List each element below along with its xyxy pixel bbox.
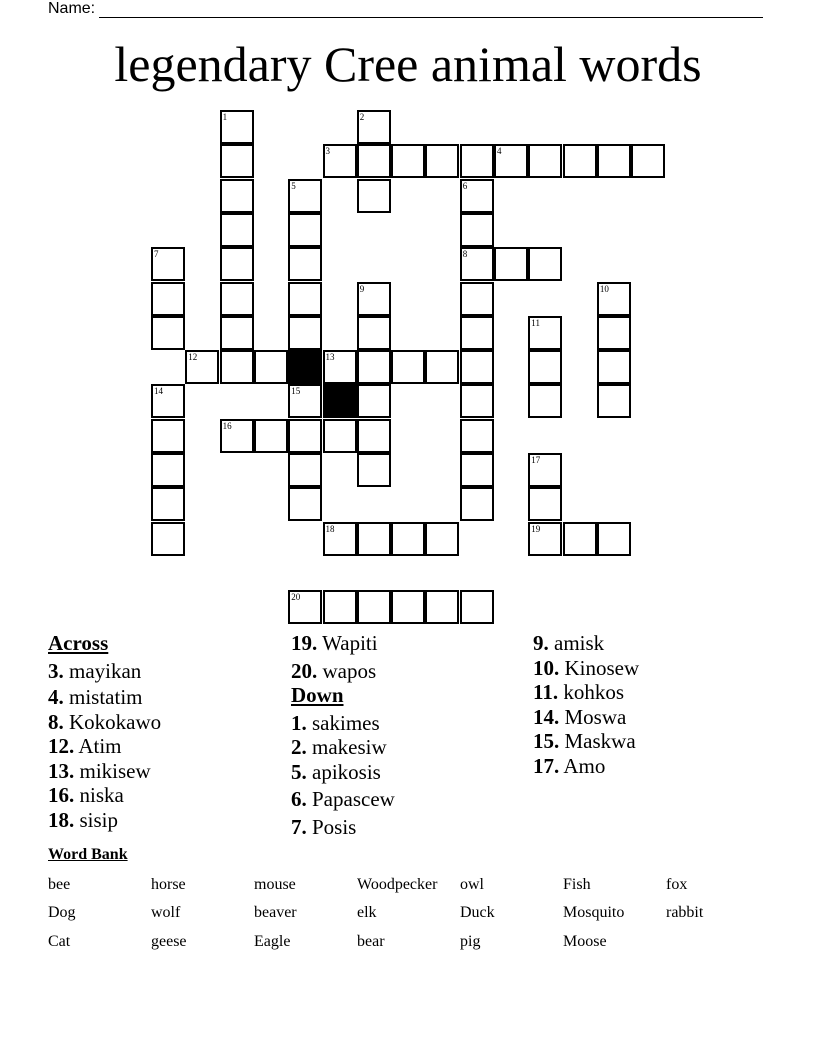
answer-cell[interactable] xyxy=(528,384,562,418)
answer-cell[interactable] xyxy=(288,590,322,624)
word-bank-item: mouse xyxy=(254,876,296,893)
answer-cell[interactable] xyxy=(357,522,391,556)
clue-across-3: 3. mayikan xyxy=(48,658,142,683)
cell-number: 5 xyxy=(291,180,296,191)
clue-down-7: 7. Posis xyxy=(291,814,357,839)
word-bank-item: pig xyxy=(460,933,481,950)
answer-cell[interactable] xyxy=(288,453,322,487)
black-square xyxy=(288,350,322,384)
word-bank-item: Mosquito xyxy=(563,904,625,921)
clue-column-3 xyxy=(533,631,639,778)
word-bank-item: Woodpecker xyxy=(357,876,438,893)
clue-across-18: 18. sisip xyxy=(48,807,119,832)
word-bank-item: Dog xyxy=(48,904,76,921)
answer-cell[interactable] xyxy=(391,522,425,556)
word-bank-item: Cat xyxy=(48,933,71,950)
cell-number: 4 xyxy=(497,146,502,157)
word-bank-item: Fish xyxy=(563,876,591,893)
clue-down-11: 11. kohkos xyxy=(533,680,625,704)
clue-across-12: 12. Atim xyxy=(48,734,122,758)
word-bank-item: fox xyxy=(666,876,688,893)
answer-cell[interactable] xyxy=(528,316,562,350)
word-bank-title: Word Bank xyxy=(48,846,128,863)
word-bank-item: beaver xyxy=(254,904,297,921)
answer-cell[interactable] xyxy=(151,247,185,281)
cell-number: 17 xyxy=(531,455,541,465)
answer-cell[interactable] xyxy=(460,350,494,384)
answer-cell[interactable] xyxy=(391,144,425,178)
answer-cell[interactable] xyxy=(460,282,494,316)
cell-number: 20 xyxy=(291,592,301,603)
cell-number: 11 xyxy=(531,317,540,328)
cell-number: 7 xyxy=(154,249,159,260)
answer-cell[interactable] xyxy=(288,179,322,213)
answer-cell[interactable] xyxy=(528,247,562,281)
answer-cell[interactable] xyxy=(357,384,391,418)
answer-cell[interactable] xyxy=(357,419,391,453)
clue-down-9: 9. amisk xyxy=(533,631,605,655)
answer-cell[interactable] xyxy=(494,144,528,178)
clue-down-10: 10. Kinosew xyxy=(533,655,640,680)
cell-number: 13 xyxy=(325,352,335,363)
answer-cell[interactable] xyxy=(460,590,494,624)
answer-cell[interactable] xyxy=(460,419,494,453)
answer-cell[interactable] xyxy=(288,247,322,281)
answer-cell[interactable] xyxy=(220,282,254,316)
answer-cell[interactable] xyxy=(357,316,391,350)
cell-number: 8 xyxy=(462,249,468,260)
answer-cell[interactable] xyxy=(357,453,391,487)
answer-cell[interactable] xyxy=(528,487,562,521)
answer-cell[interactable] xyxy=(460,487,494,521)
answer-cell[interactable] xyxy=(460,213,494,247)
answer-cell[interactable] xyxy=(323,522,357,556)
answer-cell[interactable] xyxy=(323,144,357,178)
answer-cell[interactable] xyxy=(460,316,494,350)
answer-cell[interactable] xyxy=(254,419,288,453)
word-bank-item: wolf xyxy=(151,904,181,921)
answer-cell[interactable] xyxy=(288,316,322,350)
cell-number: 15 xyxy=(291,386,301,397)
clue-down-2: 2. makesiw xyxy=(291,735,387,759)
answer-cell[interactable] xyxy=(220,213,254,247)
across-heading: Across xyxy=(48,631,109,655)
clue-down-5: 5. apikosis xyxy=(291,759,381,784)
clue-across-8: 8. Kokokawo xyxy=(48,709,162,734)
answer-cell[interactable] xyxy=(151,282,185,316)
word-bank-item: rabbit xyxy=(666,904,704,921)
answer-cell[interactable] xyxy=(460,179,494,213)
down-heading: Down xyxy=(291,683,344,707)
answer-cell[interactable] xyxy=(357,282,391,316)
answer-cell[interactable] xyxy=(391,590,425,624)
answer-cell[interactable] xyxy=(357,144,391,178)
answer-cell[interactable] xyxy=(151,384,185,418)
answer-cell[interactable] xyxy=(597,522,631,556)
answer-cell[interactable] xyxy=(151,316,185,350)
answer-cell[interactable] xyxy=(597,316,631,350)
answer-cell[interactable] xyxy=(563,144,597,178)
cell-number: 14 xyxy=(154,386,163,397)
answer-cell[interactable] xyxy=(494,247,528,281)
clue-across-13: 13. mikisew xyxy=(48,758,151,783)
answer-cell[interactable] xyxy=(425,522,459,556)
answer-cell[interactable] xyxy=(323,350,357,384)
answer-cell[interactable] xyxy=(391,350,425,384)
word-bank-item: owl xyxy=(460,876,484,893)
word-bank-item: Moose xyxy=(563,933,607,950)
answer-cell[interactable] xyxy=(357,179,391,213)
answer-cell[interactable] xyxy=(528,522,562,556)
answer-cell[interactable] xyxy=(220,144,254,178)
answer-cell[interactable] xyxy=(288,419,322,453)
answer-cell[interactable] xyxy=(151,419,185,453)
answer-cell[interactable] xyxy=(185,350,219,384)
clue-across-20: 20. wapos xyxy=(291,658,377,683)
clue-across-16: 16. niska xyxy=(48,783,124,807)
answer-cell[interactable] xyxy=(528,144,562,178)
cell-number: 2 xyxy=(359,112,365,122)
answer-cell[interactable] xyxy=(220,179,254,213)
answer-cell[interactable] xyxy=(597,144,631,178)
answer-cell[interactable] xyxy=(460,453,494,487)
clue-down-14: 14. Moswa xyxy=(533,704,627,729)
clue-down-15: 15. Maskwa xyxy=(533,729,636,753)
answer-cell[interactable] xyxy=(288,487,322,521)
clue-column-2 xyxy=(291,631,395,839)
answer-cell[interactable] xyxy=(288,282,322,316)
word-bank-item: geese xyxy=(151,933,187,950)
answer-cell[interactable] xyxy=(357,350,391,384)
cell-number: 16 xyxy=(222,420,232,431)
word-bank-item: bee xyxy=(48,876,71,893)
answer-cell[interactable] xyxy=(460,144,494,178)
answer-cell[interactable] xyxy=(597,282,631,316)
name-label: Name: xyxy=(48,0,96,17)
answer-cell[interactable] xyxy=(425,350,459,384)
answer-cell[interactable] xyxy=(151,487,185,521)
word-bank-item: elk xyxy=(357,904,377,921)
answer-cell[interactable] xyxy=(563,522,597,556)
answer-cell[interactable] xyxy=(151,522,185,556)
answer-cell[interactable] xyxy=(220,110,254,144)
answer-cell[interactable] xyxy=(597,384,631,418)
word-bank-item: Duck xyxy=(460,904,495,921)
cell-number: 19 xyxy=(531,523,541,534)
answer-cell[interactable] xyxy=(597,350,631,384)
page-title: legendary Cree animal words xyxy=(114,36,702,92)
clue-down-6: 6. Papascew xyxy=(291,787,395,811)
word-bank-item: bear xyxy=(357,933,385,950)
clue-down-1: 1. sakimes xyxy=(291,710,380,735)
answer-cell[interactable] xyxy=(631,144,665,178)
answer-cell[interactable] xyxy=(460,384,494,418)
answer-cell[interactable] xyxy=(425,144,459,178)
answer-cell[interactable] xyxy=(357,110,391,144)
answer-cell[interactable] xyxy=(288,213,322,247)
answer-cell[interactable] xyxy=(323,590,357,624)
word-bank-item: Eagle xyxy=(254,933,291,950)
answer-cell[interactable] xyxy=(220,316,254,350)
answer-cell[interactable] xyxy=(220,419,254,453)
clue-across-19: 19. Wapiti xyxy=(291,631,378,655)
answer-cell[interactable] xyxy=(151,453,185,487)
cell-number: 9 xyxy=(359,283,365,294)
clue-across-4: 4. mistatim xyxy=(48,685,143,709)
cell-number: 18 xyxy=(325,523,335,534)
answer-cell[interactable] xyxy=(528,453,562,487)
answer-cell[interactable] xyxy=(460,247,494,281)
cell-number: 6 xyxy=(462,180,468,191)
word-bank-item: horse xyxy=(151,876,186,893)
answer-cell[interactable] xyxy=(425,590,459,624)
black-square xyxy=(323,384,357,418)
answer-cell[interactable] xyxy=(220,350,254,384)
cell-number: 1 xyxy=(222,112,228,122)
answer-cell[interactable] xyxy=(288,384,322,418)
answer-cell[interactable] xyxy=(357,590,391,624)
cell-number: 3 xyxy=(325,146,330,157)
answer-cell[interactable] xyxy=(254,350,288,384)
answer-cell[interactable] xyxy=(528,350,562,384)
clue-column-1 xyxy=(48,631,161,832)
clue-down-17: 17. Amo xyxy=(533,753,606,778)
cell-number: 12 xyxy=(188,352,198,363)
cell-number: 10 xyxy=(599,283,609,294)
answer-cell[interactable] xyxy=(220,247,254,281)
answer-cell[interactable] xyxy=(323,419,357,453)
